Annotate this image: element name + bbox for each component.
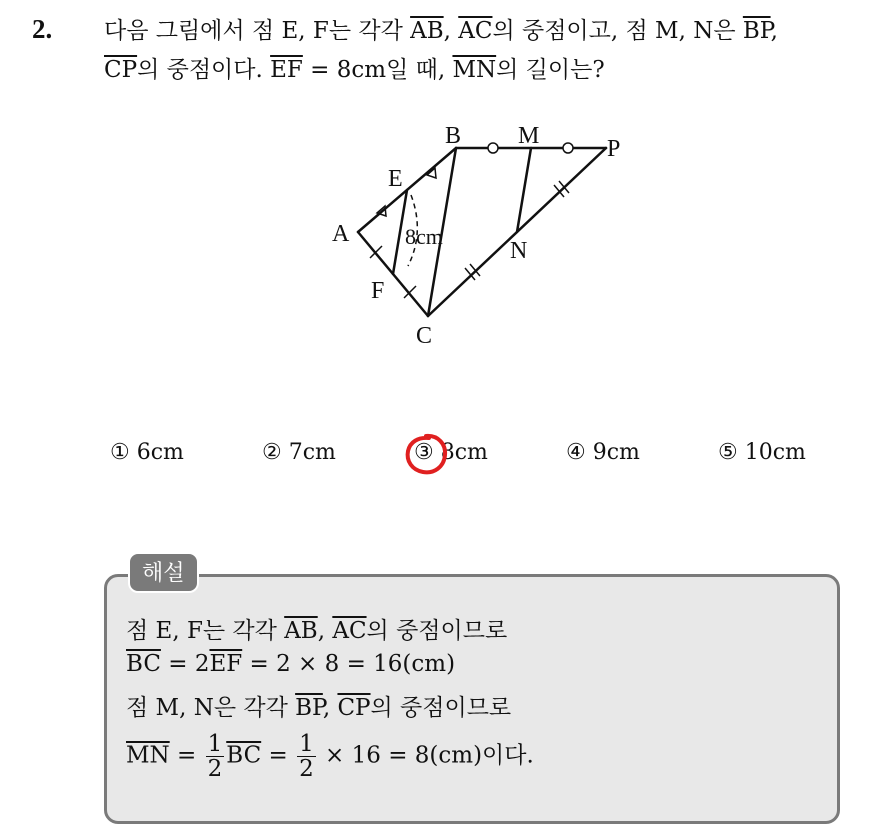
segment-ac: $\overline{AC}$ xyxy=(458,18,493,44)
label-length: 8cm xyxy=(405,224,443,249)
segment-bc: $\overline{BC}$ xyxy=(126,651,161,677)
fraction-denominator: 2 xyxy=(207,756,223,782)
solution-text: × 16 = 8(cm)이다. xyxy=(317,742,534,769)
selected-answer-circle xyxy=(402,430,450,478)
solution-line-4 xyxy=(126,732,534,781)
question-line-2 xyxy=(104,55,605,85)
fraction-one-half xyxy=(297,732,316,781)
solution-text: = 2 xyxy=(160,651,210,677)
solution-text: 점 M, N은 각각 xyxy=(126,695,296,721)
fraction-one-half xyxy=(206,732,225,781)
question-text: , xyxy=(443,18,459,44)
solution-text: 점 E, F는 각각 xyxy=(126,618,285,644)
solution-text: 의 중점이므로 xyxy=(366,618,508,644)
tick-circle-bm xyxy=(488,143,498,153)
solution-tag: 해설 xyxy=(128,552,199,593)
solution-text: , xyxy=(322,695,338,721)
choice-3[interactable]: ③ 8cm xyxy=(414,440,488,465)
label-n: N xyxy=(510,238,528,264)
question-text: 의 길이는? xyxy=(496,57,605,83)
segment-ab: $\overline{AB}$ xyxy=(410,18,444,44)
segment-cp: $\overline{CP}$ xyxy=(104,57,138,83)
fraction-numerator: 1 xyxy=(299,731,314,757)
question-text: 의 중점이고, 점 M, N은 xyxy=(492,18,743,44)
segment-mn: $\overline{MN}$ xyxy=(452,57,497,83)
label-a: A xyxy=(332,221,350,247)
segment-ac: $\overline{AC}$ xyxy=(332,618,367,644)
solution-line-2 xyxy=(126,651,455,677)
label-e: E xyxy=(388,166,403,192)
question-text: 의 중점이다. xyxy=(137,57,271,83)
segment-mn: $\overline{MN}$ xyxy=(126,742,170,769)
segment-ef: $\overline{EF}$ xyxy=(270,57,303,83)
solution-text: = 2 × 8 = 16(cm) xyxy=(242,651,456,677)
question-number: 2. xyxy=(32,14,53,44)
segment-ef: $\overline{EF}$ xyxy=(209,651,243,677)
question-line-1 xyxy=(104,16,778,46)
segment-ab: $\overline{AB}$ xyxy=(284,618,318,644)
label-b: B xyxy=(445,123,462,149)
segment-bp: $\overline{BP}$ xyxy=(295,695,323,721)
solution-text: = xyxy=(169,742,204,769)
label-p: P xyxy=(607,136,621,162)
question-text: = 8cm일 때, xyxy=(302,57,453,83)
question-text: , xyxy=(770,18,778,44)
solution-line-3 xyxy=(126,689,511,722)
fraction-numerator: 1 xyxy=(207,731,223,757)
question-text: 다음 그림에서 점 E, F는 각각 xyxy=(104,18,411,44)
geometry-figure xyxy=(320,110,640,360)
tick-circle-mp xyxy=(563,143,573,153)
fraction-denominator: 2 xyxy=(299,756,314,782)
choice-4[interactable]: ④ 9cm xyxy=(566,440,640,465)
choice-1[interactable]: ① 6cm xyxy=(110,440,184,465)
choice-2[interactable]: ② 7cm xyxy=(262,440,336,465)
choice-5[interactable]: ⑤ 10cm xyxy=(718,440,806,465)
label-c: C xyxy=(416,323,433,349)
segment-bc: $\overline{BC}$ xyxy=(226,742,262,769)
solution-text: 의 중점이므로 xyxy=(370,695,512,721)
segment-bp: $\overline{BP}$ xyxy=(742,18,771,44)
label-m: M xyxy=(518,123,540,149)
solution-text: = xyxy=(261,742,296,769)
segment-cp: $\overline{CP}$ xyxy=(337,695,371,721)
label-f: F xyxy=(371,278,385,304)
solution-text: , xyxy=(317,618,333,644)
solution-line-1 xyxy=(126,612,507,645)
